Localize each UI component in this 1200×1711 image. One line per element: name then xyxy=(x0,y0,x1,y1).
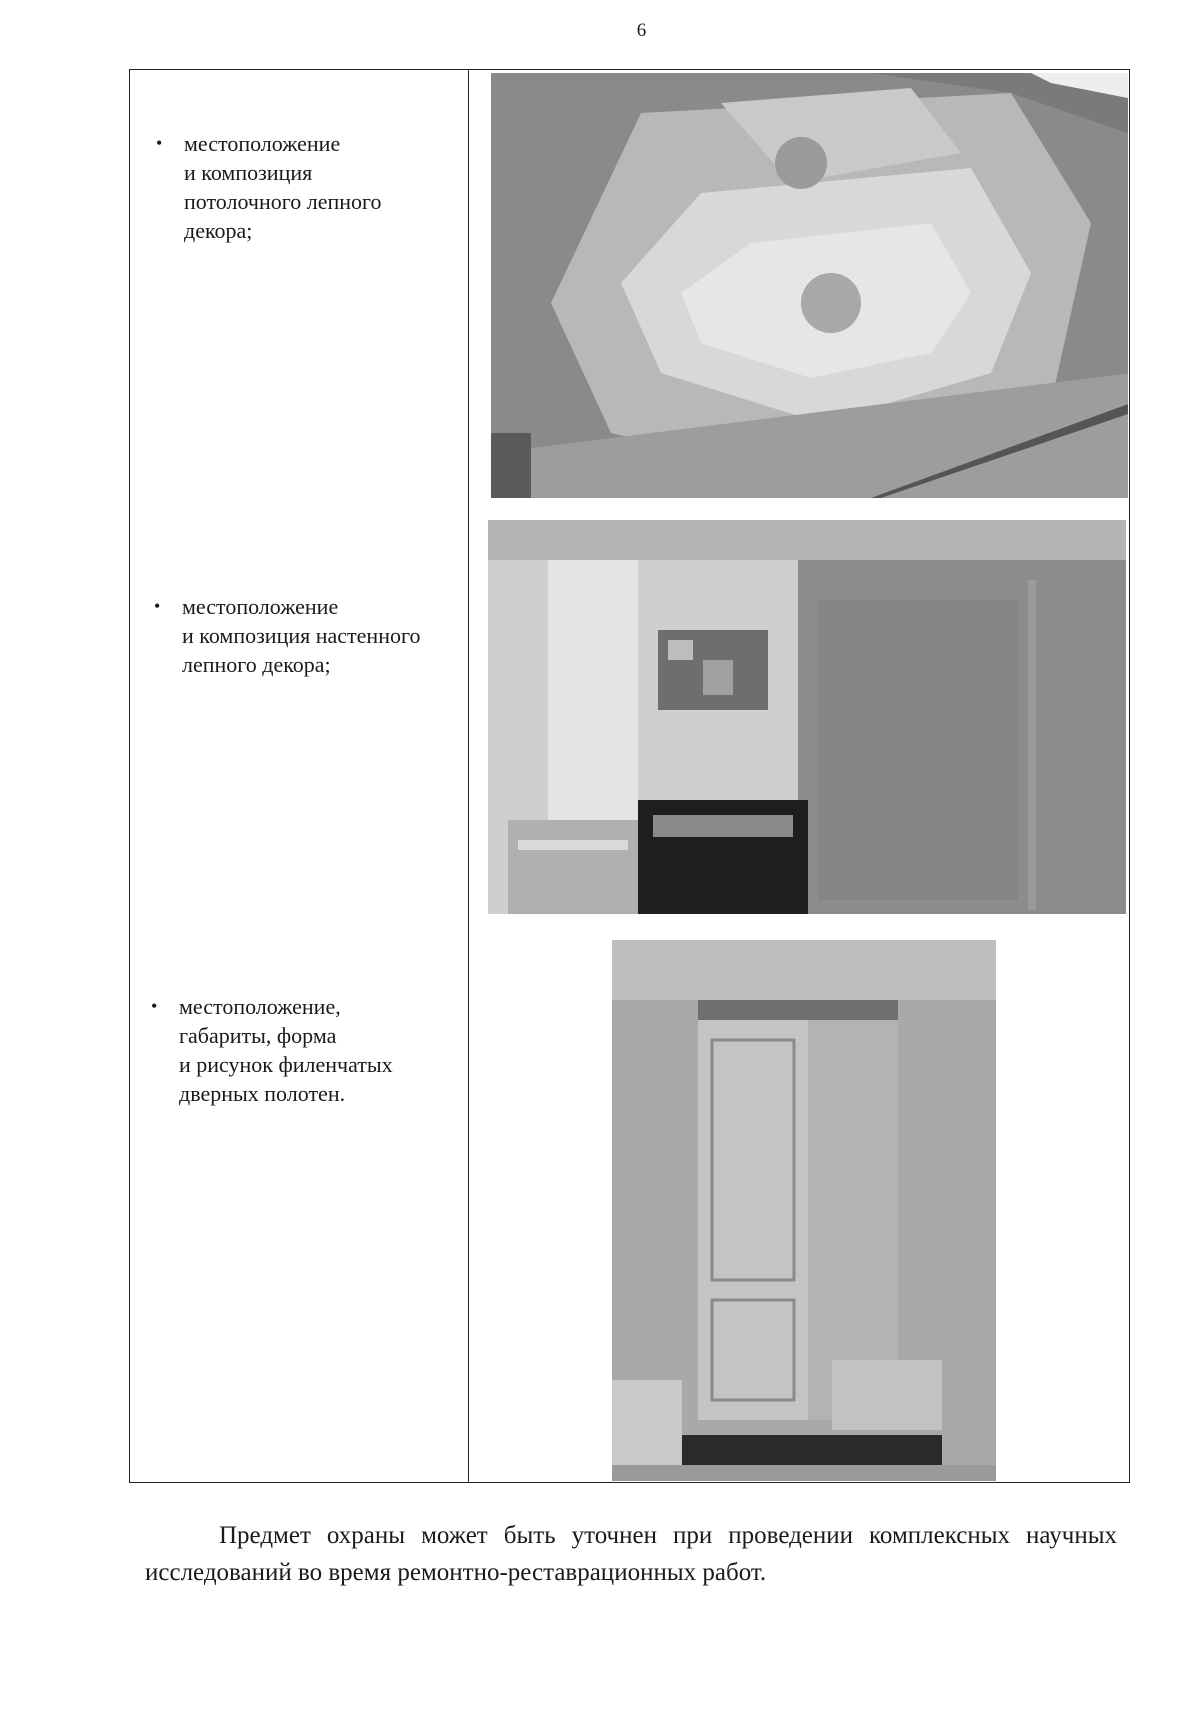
list-item-panel-doors xyxy=(151,992,471,1108)
list-item-text: местоположение, габариты, форма и рисунок филенчатых дверных полотен. xyxy=(179,994,393,1106)
wall-stucco-photo xyxy=(488,520,1126,914)
list-item-text: местоположение и композиция настенного лепного декора; xyxy=(182,594,421,677)
bullet: • xyxy=(151,996,158,1016)
list-item-wall-stucco xyxy=(154,592,474,679)
ceiling-stucco-photo xyxy=(491,73,1128,498)
closing-paragraph: Предмет охраны может быть уточнен при проведении комплексных научных исследований во время ремонтно-реставрационных работ. xyxy=(145,1522,1117,1586)
page-number: 6 xyxy=(636,20,647,41)
list-item-text: местоположение и композиция потолочного лепного декора; xyxy=(184,131,382,243)
list-item-ceiling-stucco xyxy=(156,129,456,245)
bullet: • xyxy=(154,596,161,616)
column-divider xyxy=(468,70,469,1482)
panel-door-photo xyxy=(612,940,996,1481)
bullet: • xyxy=(156,133,163,153)
